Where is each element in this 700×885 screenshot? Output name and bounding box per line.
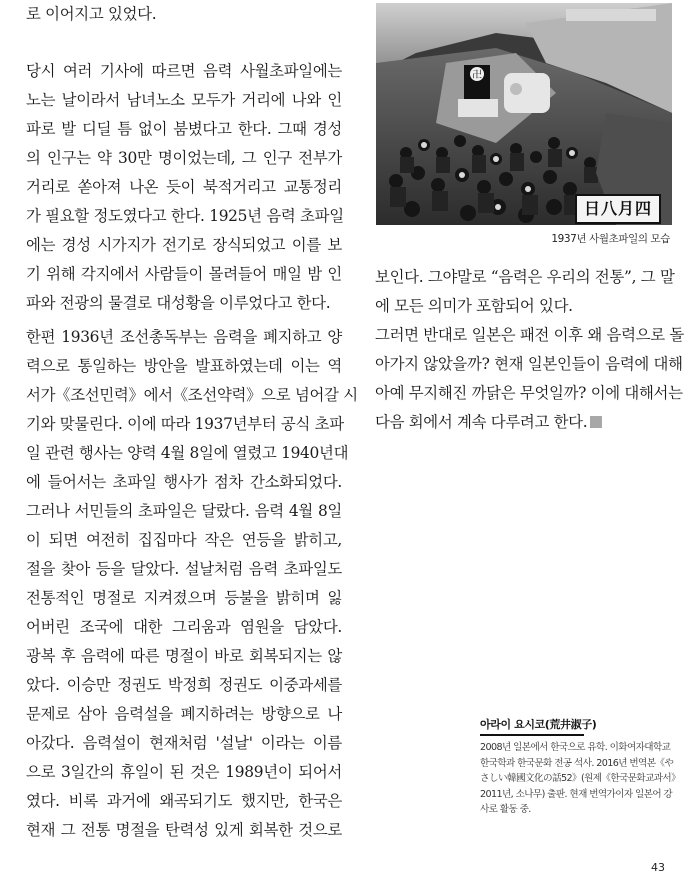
text-line-content: 였다. 비록 과거에 왜곡되기도 했지만, 한국은: [26, 792, 342, 810]
continued-paragraph: [26, 0, 342, 29]
text-line-content: 한편 1936년 조선총독부는 음력을 폐지하고 양: [26, 328, 342, 346]
text-line-content: 기와 맞물린다. 이에 따라 1937년부터 공식 초파: [26, 415, 344, 433]
text-line-content: 광복 후 음력에 따른 명절이 바로 회복되지는 않: [26, 647, 342, 665]
text-line: [26, 816, 342, 845]
text-line: [26, 144, 342, 173]
date-stamp: 日八月四: [575, 194, 661, 224]
text-line: [26, 758, 342, 787]
text-line-content: 전통적인 명절로 지켜졌으며 등불을 밝히며 잃: [26, 589, 342, 607]
text-line: [375, 350, 683, 379]
text-line: [26, 115, 342, 144]
text-line: [26, 584, 342, 613]
text-line: [26, 787, 342, 816]
bio-line: 2008년 일본에서 한국으로 유학. 이화여자대학교: [480, 742, 671, 753]
text-line-content: 서가《조선민력》에서《조선약력》으로 넘어갈 시: [26, 386, 358, 404]
bio-line: 사로 활동 중.: [480, 804, 531, 815]
text-line: [26, 381, 358, 410]
text-line-content: 어버린 조국에 대한 그리움과 염원을 담았다.: [26, 618, 342, 636]
author-bio-text: [480, 740, 681, 818]
text-line-content: 에 모든 의미가 포함되어 있다.: [375, 297, 573, 315]
text-line: [375, 379, 683, 408]
text-line: [26, 497, 342, 526]
text-line: [26, 260, 342, 289]
text-line-content: 아가지 않았을까? 현재 일본인들이 음력에 대해: [375, 355, 683, 373]
author-name: 아라이 요시코(荒井淑子): [480, 718, 597, 731]
paragraph-1: [26, 57, 342, 318]
text-line-content: 보인다. 그야말로 “음력은 우리의 전통”, 그 말: [375, 268, 675, 286]
text-line: [26, 231, 342, 260]
author-name-underline: [480, 734, 584, 736]
text-line-content: 파로 발 디딜 틈 없이 붐볐다고 한다. 그때 경성: [26, 120, 342, 138]
text-line: [26, 439, 349, 468]
photo-caption: 1937년 사월초파일의 모습: [551, 233, 670, 245]
text-line: [26, 613, 342, 642]
text-line: [26, 352, 342, 381]
text-line: [26, 323, 342, 352]
text-line: [26, 671, 342, 700]
text-line-content: 으로 3일간의 휴일이 된 것은 1989년이 되어서: [26, 763, 342, 781]
text-line-content: 가 필요할 정도였다고 한다. 1925년 음력 초파일: [26, 207, 344, 225]
text-line: 로 이어지고 있었다.: [26, 5, 157, 23]
text-line-content: 이 되면 여전히 집집마다 작은 연등을 밝히고,: [26, 531, 342, 549]
text-line-content: 절을 찾아 등을 달았다. 설날처럼 음력 초파일도: [26, 560, 342, 578]
text-line: [26, 86, 342, 115]
bio-line: 2011년, 소나무) 출판. 현재 번역가이자 일본어 강: [480, 788, 673, 800]
text-line-content: 의 인구는 약 30만 명이었는데, 그 인구 전부가: [26, 149, 342, 167]
text-line: [26, 526, 342, 555]
text-line: [26, 410, 342, 439]
right-column: [375, 263, 684, 437]
crowd-photo-illustration: [376, 3, 672, 225]
text-line: [26, 468, 342, 497]
text-line-content: 기 위해 각지에서 사람들이 몰려들어 매일 밤 인: [26, 265, 342, 283]
text-line: [26, 555, 342, 584]
text-line-content: 현재 그 전통 명절을 탄력성 있게 회복한 것으로: [26, 821, 342, 839]
bio-line: さしい韓國文化の話52》(원제《한국문화교과서》: [480, 773, 681, 784]
end-mark-icon: [590, 416, 602, 428]
banner-symbol: 卍: [472, 70, 482, 81]
text-line-content: 아예 무지해진 까닭은 무엇일까? 이에 대해서는: [375, 384, 683, 402]
historical-photo: [376, 3, 672, 225]
text-line: [26, 57, 342, 86]
text-line: [26, 289, 342, 318]
text-line-content: 파와 전광의 물결로 대성황을 이루었다고 한다.: [26, 294, 331, 312]
text-line: [375, 321, 684, 350]
text-line: [26, 700, 342, 729]
author-bio: [480, 716, 681, 818]
text-line: [375, 408, 669, 437]
bio-line: 한국학과 한국문화 전공 석사. 2016년 번역본《や: [480, 757, 674, 769]
text-line: [26, 642, 342, 671]
text-line-content: 았다. 이승만 정권도 박정희 정권도 이중과세를: [26, 676, 342, 694]
text-line-content: 에는 경성 시가지가 전기로 장식되었고 이를 보: [26, 236, 342, 254]
text-line-content: 그러면 반대로 일본은 패전 이후 왜 음력으로 돌: [375, 326, 684, 344]
text-line-content: 아갔다. 음력설이 현재처럼 '설날' 이라는 이름: [26, 734, 342, 752]
text-line-content: 력으로 통일하는 방안을 발표하였는데 이는 역: [26, 357, 342, 375]
text-line-content: 일 관련 행사는 양력 4월 8일에 열렸고 1940년대: [26, 444, 349, 462]
text-line-content: 당시 여러 기사에 따르면 음력 사월초파일에는: [26, 62, 342, 80]
text-line-content: 그러나 서민들의 초파일은 달랐다. 음력 4월 8일: [26, 502, 342, 520]
text-line-content: 다음 회에서 계속 다루려고 한다.: [375, 413, 588, 431]
text-line-content: 에 들어서는 초파일 행사가 점차 간소화되었다.: [26, 473, 342, 491]
text-line: [375, 292, 669, 321]
text-line: [26, 202, 342, 231]
paragraph-2: [26, 323, 358, 845]
text-line: [375, 263, 675, 292]
text-line-content: 거리로 쏟아져 나온 듯이 북적거리고 교통정리: [26, 178, 342, 196]
text-line: [26, 729, 342, 758]
text-line-content: 노는 날이라서 남녀노소 모두가 거리에 나와 인: [26, 91, 342, 109]
text-line-content: 문제로 삼아 음력설을 폐지하려는 방향으로 나: [26, 705, 342, 723]
text-line: [26, 173, 342, 202]
page-number: 43: [651, 861, 665, 874]
